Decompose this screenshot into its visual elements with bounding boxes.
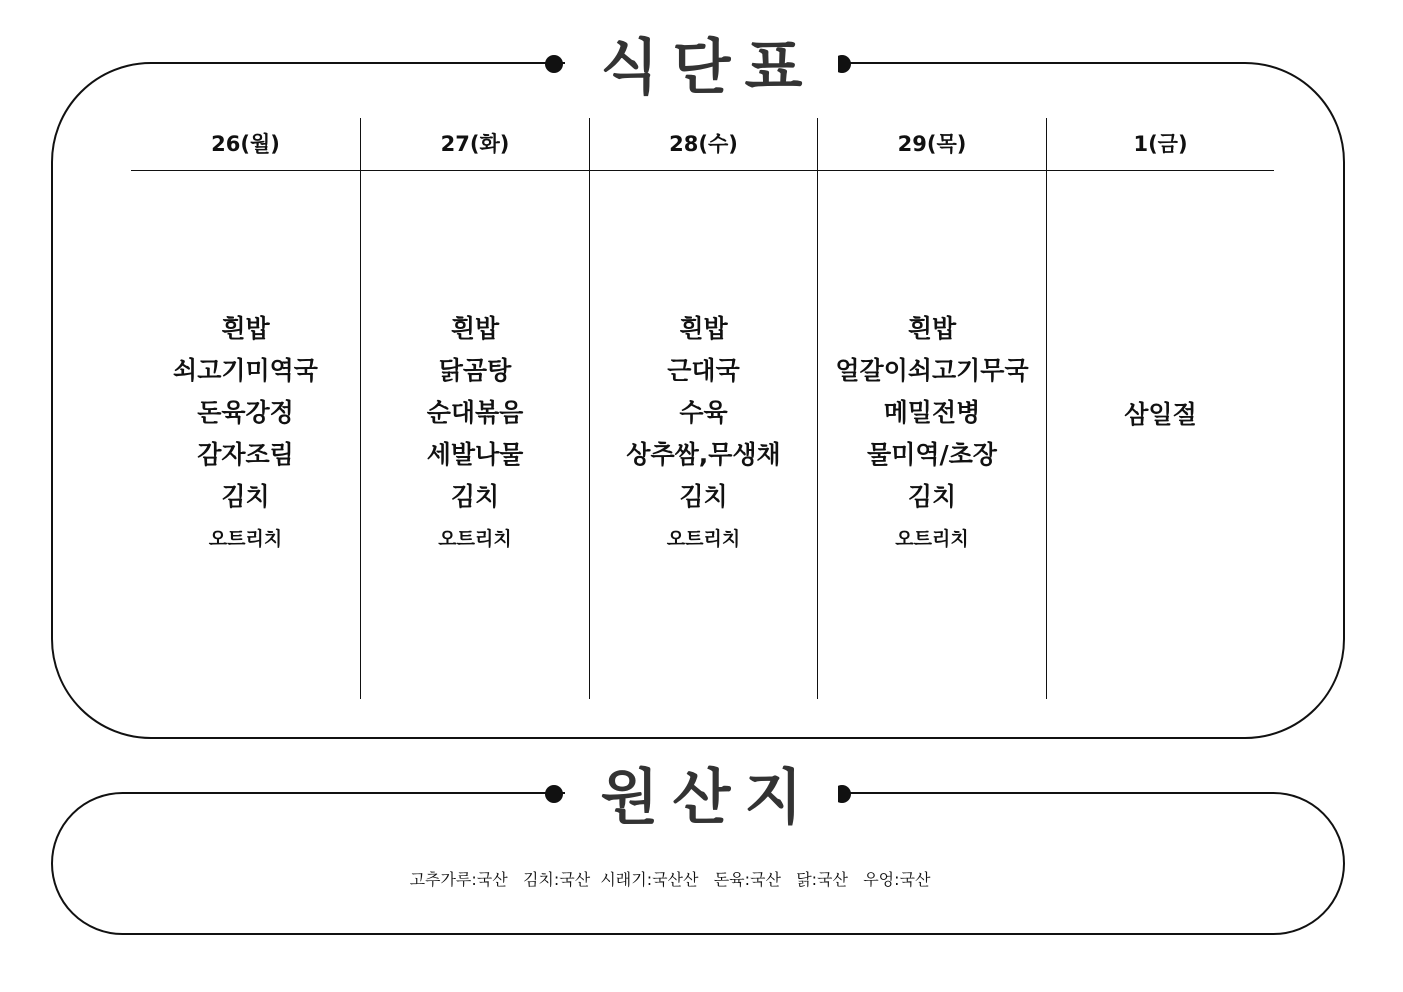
menu-item: 흰밥 <box>907 314 957 343</box>
menu-item: 김치 <box>450 482 500 511</box>
menu-item: 흰밥 <box>450 314 500 343</box>
origin-info-text: 고추가루:국산 김치:국산 시래기:국산산 돈육:국산 닭:국산 우엉:국산 <box>409 870 931 889</box>
day-header: 26(월) <box>211 132 280 156</box>
day-header: 1(금) <box>1133 132 1188 156</box>
menu-item: 쇠고기미역국 <box>173 356 318 385</box>
menu-item: 김치 <box>679 482 728 511</box>
day-column <box>360 118 589 699</box>
day-header: 29(목) <box>897 132 967 156</box>
menu-item: 상추쌈,무생채 <box>626 440 781 469</box>
menu-item: 메밀전병 <box>883 398 981 427</box>
origin-title-wrap <box>0 758 1403 838</box>
day-menu-list <box>1047 394 1274 436</box>
menu-item: 닭곰탕 <box>438 356 512 385</box>
day-menu-list <box>131 308 360 560</box>
menu-table <box>131 118 1274 699</box>
menu-item: 근대국 <box>667 356 740 385</box>
day-menu-list <box>818 308 1046 560</box>
menu-item: 감자조림 <box>197 440 294 469</box>
day-column <box>131 118 360 699</box>
origin-title: 원산지 <box>565 758 839 838</box>
menu-item: 오트리치 <box>438 528 512 550</box>
menu-item: 세발나물 <box>426 440 524 469</box>
menu-item: 흰밥 <box>221 314 270 343</box>
day-column <box>817 118 1046 699</box>
day-header: 27(화) <box>440 132 510 156</box>
menu-item: 수육 <box>679 398 728 427</box>
holiday-label: 삼일절 <box>1124 400 1197 429</box>
menu-item: 돈육강정 <box>197 398 294 427</box>
menu-item: 오트리치 <box>666 528 741 550</box>
menu-item: 오트리치 <box>208 528 283 550</box>
menu-title-wrap <box>0 28 1403 108</box>
day-column <box>1046 118 1274 699</box>
day-menu-list <box>361 308 589 560</box>
menu-item: 얼갈이쇠고기무국 <box>835 356 1029 385</box>
menu-item: 김치 <box>907 482 957 511</box>
menu-item: 물미역/초장 <box>867 440 997 469</box>
day-header: 28(수) <box>669 132 738 156</box>
menu-item: 순대볶음 <box>426 398 524 427</box>
menu-item: 김치 <box>221 482 270 511</box>
menu-item: 흰밥 <box>679 314 728 343</box>
menu-title: 식단표 <box>565 28 839 108</box>
day-menu-list <box>590 308 817 560</box>
day-column <box>589 118 817 699</box>
menu-item: 오트리치 <box>895 528 969 550</box>
